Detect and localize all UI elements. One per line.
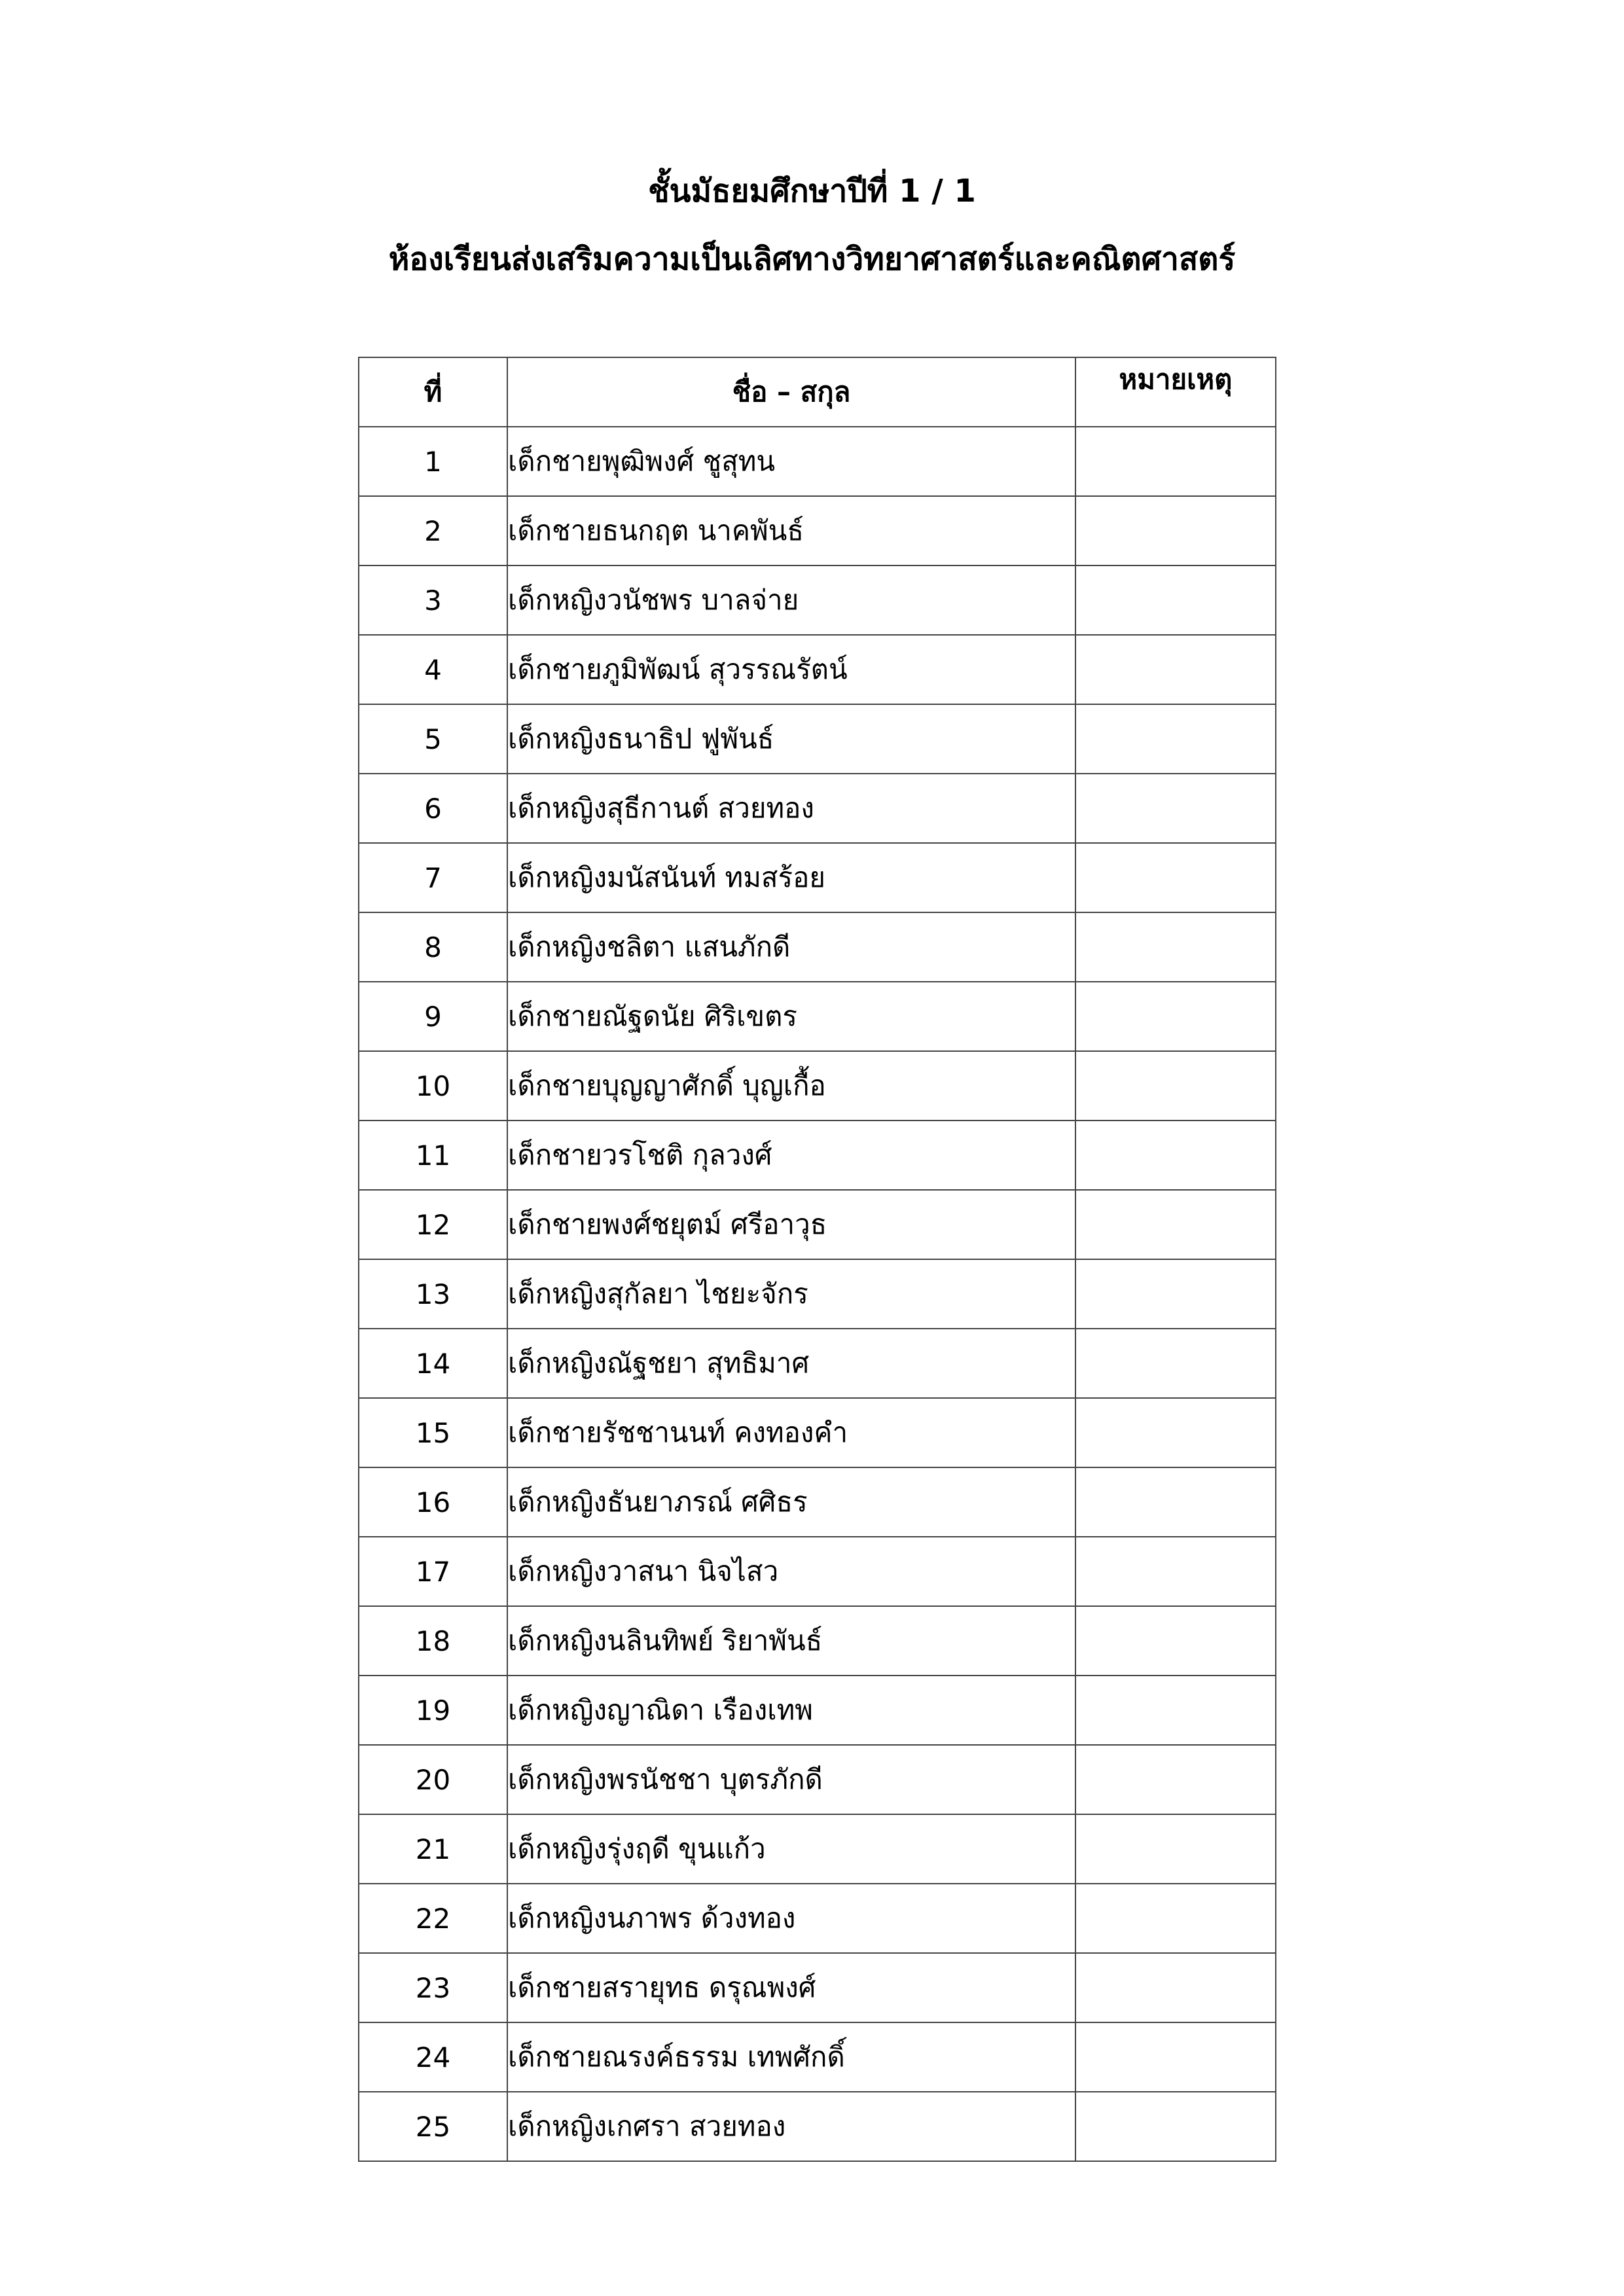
row-number-cell: 2	[359, 496, 507, 565]
column-header-note: หมายเหตุ	[1075, 357, 1276, 427]
table-row	[359, 1051, 1276, 1121]
row-number-cell: 13	[359, 1259, 507, 1329]
table-row	[359, 982, 1276, 1051]
student-name-cell: เด็กชายณัฐดนัย ศิริเขตร	[507, 982, 1075, 1051]
row-number-cell: 3	[359, 565, 507, 635]
remark-cell	[1075, 1814, 1276, 1884]
row-number-cell: 10	[359, 1051, 507, 1121]
student-name-cell: เด็กหญิงญาณิดา เรืองเทพ	[507, 1676, 1075, 1745]
remark-cell	[1075, 982, 1276, 1051]
remark-cell	[1075, 1051, 1276, 1121]
table-row	[359, 2092, 1276, 2161]
remark-cell	[1075, 912, 1276, 982]
table-header-row	[359, 357, 1276, 427]
student-name-cell: เด็กชายพุฒิพงศ์ ชูสุทน	[507, 427, 1075, 496]
student-name-cell: เด็กหญิงเกศรา สวยทอง	[507, 2092, 1075, 2161]
student-name-cell: เด็กหญิงธนาธิป ฟูพันธ์	[507, 704, 1075, 774]
table-row	[359, 565, 1276, 635]
row-number-cell: 22	[359, 1884, 507, 1953]
row-number-cell: 5	[359, 704, 507, 774]
page-title: ชั้นมัธยมศึกษาปีที่ 1 / 1	[648, 173, 976, 209]
student-name-cell: เด็กหญิงชลิตา แสนภักดี	[507, 912, 1075, 982]
row-number-cell: 20	[359, 1745, 507, 1814]
remark-cell	[1075, 704, 1276, 774]
remark-cell	[1075, 1537, 1276, 1606]
table-row	[359, 635, 1276, 704]
student-name-cell: เด็กหญิงนภาพร ด้วงทอง	[507, 1884, 1075, 1953]
table-row	[359, 912, 1276, 982]
table-row	[359, 1745, 1276, 1814]
table-row	[359, 1259, 1276, 1329]
row-number-cell: 4	[359, 635, 507, 704]
student-name-cell: เด็กหญิงวาสนา นิจไสว	[507, 1537, 1075, 1606]
student-name-cell: เด็กหญิงมนัสนันท์ ทมสร้อย	[507, 843, 1075, 912]
table-body	[359, 427, 1276, 2161]
row-number-cell: 11	[359, 1121, 507, 1190]
remark-cell	[1075, 1676, 1276, 1745]
table-row	[359, 843, 1276, 912]
student-name-cell: เด็กหญิงวนัชพร บาลจ่าย	[507, 565, 1075, 635]
student-name-cell: เด็กชายภูมิพัฒน์ สุวรรณรัตน์	[507, 635, 1075, 704]
student-name-cell: เด็กหญิงณัฐชยา สุทธิมาศ	[507, 1329, 1075, 1398]
table-row	[359, 2022, 1276, 2092]
remark-cell	[1075, 1121, 1276, 1190]
row-number-cell: 1	[359, 427, 507, 496]
student-name-cell: เด็กหญิงนลินทิพย์ ริยาพันธ์	[507, 1606, 1075, 1676]
remark-cell	[1075, 496, 1276, 565]
table-row	[359, 427, 1276, 496]
remark-cell	[1075, 843, 1276, 912]
student-name-cell: เด็กชายพงศ์ชยุตม์ ศรีอาวุธ	[507, 1190, 1075, 1259]
row-number-cell: 12	[359, 1190, 507, 1259]
remark-cell	[1075, 1329, 1276, 1398]
table-row	[359, 1121, 1276, 1190]
row-number-cell: 7	[359, 843, 507, 912]
student-name-cell: เด็กหญิงสุธีกานต์ สวยทอง	[507, 774, 1075, 843]
row-number-cell: 23	[359, 1953, 507, 2022]
table-row	[359, 1953, 1276, 2022]
remark-cell	[1075, 2092, 1276, 2161]
table-row	[359, 704, 1276, 774]
student-name-cell: เด็กหญิงธันยาภรณ์ ศศิธร	[507, 1467, 1075, 1537]
row-number-cell: 9	[359, 982, 507, 1051]
row-number-cell: 15	[359, 1398, 507, 1467]
row-number-cell: 17	[359, 1537, 507, 1606]
remark-cell	[1075, 635, 1276, 704]
student-name-cell: เด็กชายวรโชติ กุลวงศ์	[507, 1121, 1075, 1190]
remark-cell	[1075, 1190, 1276, 1259]
row-number-cell: 21	[359, 1814, 507, 1884]
table-row	[359, 1676, 1276, 1745]
student-roster-table	[358, 357, 1276, 2162]
remark-cell	[1075, 2022, 1276, 2092]
remark-cell	[1075, 565, 1276, 635]
table-row	[359, 1814, 1276, 1884]
table-row	[359, 1329, 1276, 1398]
table-row	[359, 1537, 1276, 1606]
table-row	[359, 496, 1276, 565]
remark-cell	[1075, 1745, 1276, 1814]
student-name-cell: เด็กหญิงพรนัชชา บุตรภักดี	[507, 1745, 1075, 1814]
row-number-cell: 16	[359, 1467, 507, 1537]
remark-cell	[1075, 1259, 1276, 1329]
student-name-cell: เด็กชายรัชชานนท์ คงทองคำ	[507, 1398, 1075, 1467]
table-row	[359, 1467, 1276, 1537]
table-row	[359, 1606, 1276, 1676]
remark-cell	[1075, 1884, 1276, 1953]
student-name-cell: เด็กชายบุญญาศักดิ์ บุญเกื้อ	[507, 1051, 1075, 1121]
remark-cell	[1075, 774, 1276, 843]
table-row	[359, 774, 1276, 843]
row-number-cell: 14	[359, 1329, 507, 1398]
remark-cell	[1075, 1953, 1276, 2022]
column-header-name: ชื่อ – สกุล	[507, 357, 1075, 427]
student-name-cell: เด็กหญิงสุกัลยา ไชยะจักร	[507, 1259, 1075, 1329]
remark-cell	[1075, 427, 1276, 496]
remark-cell	[1075, 1467, 1276, 1537]
table-row	[359, 1190, 1276, 1259]
student-name-cell: เด็กชายสรายุทธ ดรุณพงศ์	[507, 1953, 1075, 2022]
table-row	[359, 1398, 1276, 1467]
student-name-cell: เด็กหญิงรุ่งฤดี ขุนแก้ว	[507, 1814, 1075, 1884]
column-header-number: ที่	[359, 357, 507, 427]
row-number-cell: 25	[359, 2092, 507, 2161]
remark-cell	[1075, 1398, 1276, 1467]
table-row	[359, 1884, 1276, 1953]
row-number-cell: 24	[359, 2022, 507, 2092]
row-number-cell: 8	[359, 912, 507, 982]
row-number-cell: 18	[359, 1606, 507, 1676]
row-number-cell: 19	[359, 1676, 507, 1745]
page-subtitle: ห้องเรียนส่งเสริมความเป็นเลิศทางวิทยาศาสตร์และคณิตศาสตร์	[388, 241, 1236, 278]
table-header	[359, 357, 1276, 427]
remark-cell	[1075, 1606, 1276, 1676]
student-name-cell: เด็กชายณรงค์ธรรม เทพศักดิ์	[507, 2022, 1075, 2092]
row-number-cell: 6	[359, 774, 507, 843]
student-name-cell: เด็กชายธนกฤต นาคพันธ์	[507, 496, 1075, 565]
